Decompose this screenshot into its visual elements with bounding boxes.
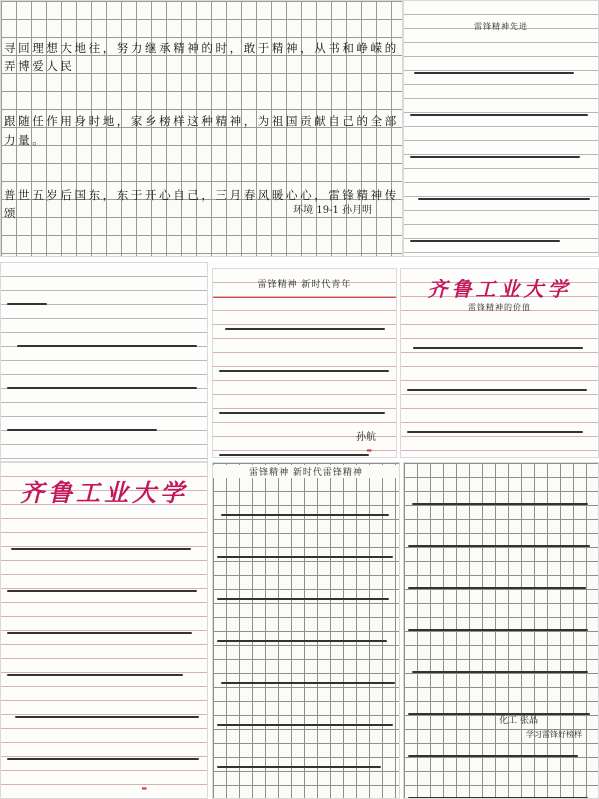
university-title: 齐鲁工业大学 [427, 277, 572, 301]
essay-sheet-6 [0, 462, 208, 799]
university-title: 齐鲁工业大学 [20, 478, 188, 507]
essay-body [401, 313, 598, 458]
essay-line: 跟随任作用身时地，家乡榜样这种精神，为祖国贡献自己的全部力量。 [4, 114, 399, 147]
essay-title: 雷锋精神的价值 [468, 303, 531, 312]
essay-sheet-2 [403, 0, 599, 257]
essay-title: 雷锋精神先进 [474, 22, 528, 31]
essay-sheet-1 [0, 0, 403, 257]
essay-sheet-5 [400, 268, 599, 458]
essay-body [1, 263, 207, 462]
page-mark: ▬ [141, 785, 147, 792]
essay-title: 雷锋精神 新时代青年 [257, 280, 352, 290]
essay-body [1, 508, 207, 799]
essay-sheet-7 [212, 462, 400, 799]
essay-body [404, 463, 598, 799]
essay-title: 雷锋精神 新时代雷锋精神 [213, 465, 399, 478]
essay-sheet-8 [403, 462, 599, 799]
essay-sheet-4 [212, 268, 397, 458]
signature: 孙航 [356, 432, 376, 443]
page-mark: ▬ [366, 447, 372, 454]
signature: 化工 张晶 [499, 716, 538, 726]
signature: 环境 19-1 孙月明 [293, 205, 372, 216]
essay-body [404, 32, 598, 257]
essay-body [213, 478, 399, 799]
essay-line: 普世五岁后国东，东于开心自己，三月春风暖心心，雷锋精神传颂 [4, 188, 399, 221]
essay-text [1, 1, 402, 257]
signature: 学习雷锋好榜样 [526, 730, 582, 739]
essay-sheet-3 [0, 262, 208, 462]
essay-line: 寻回理想大地往，努力继承精神的时，敢于精神，从书和峥嵘的弄博爱人民 [4, 40, 399, 74]
